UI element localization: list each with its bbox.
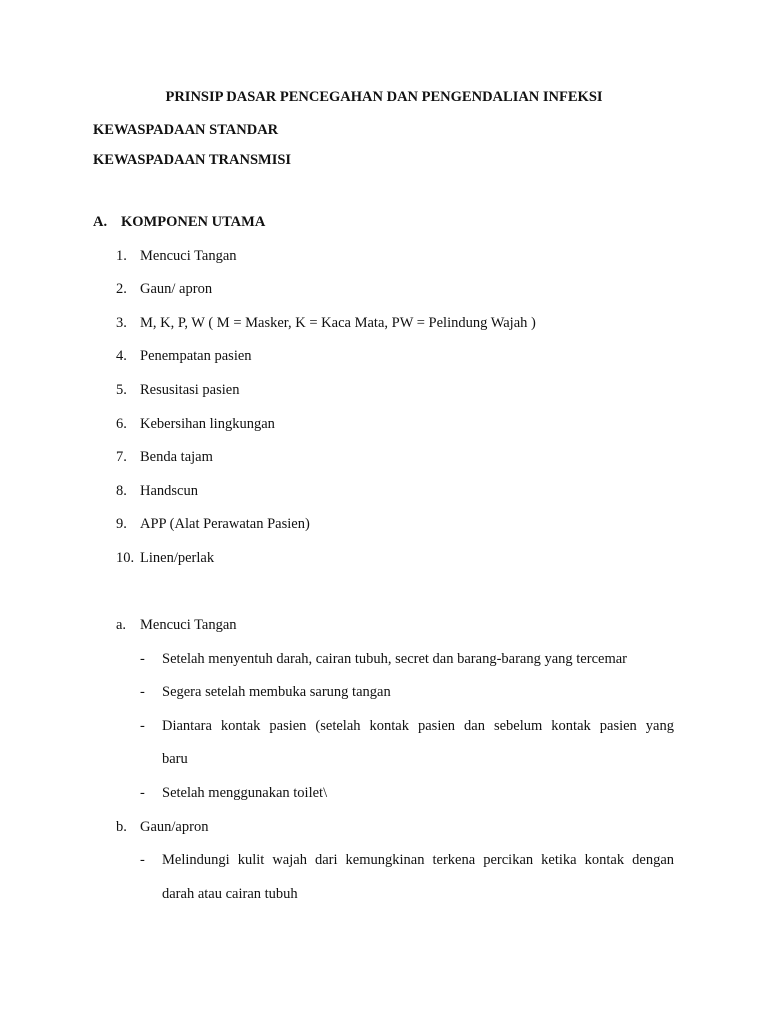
list-item-number: 6.	[116, 416, 127, 432]
list-item-text: Resusitasi pasien	[140, 382, 240, 398]
list-item-text: Penempatan pasien	[140, 348, 252, 364]
heading-transmission-precautions: KEWASPADAAN TRANSMISI	[93, 152, 292, 168]
subsection-b-title: Gaun/apron	[140, 819, 209, 835]
list-item-number: 3.	[116, 315, 127, 331]
bullet-text: Segera setelah membuka sarung tangan	[162, 684, 391, 700]
page-title: PRINSIP DASAR PENCEGAHAN DAN PENGENDALIAN INFEKSI	[165, 89, 603, 105]
bullet-dash: -	[140, 785, 145, 801]
section-a-marker: A.	[93, 214, 108, 230]
list-item-text: M, K, P, W ( M = Masker, K = Kaca Mata, PW = Pelindung Wajah )	[140, 315, 536, 331]
list-item-number: 2.	[116, 281, 127, 297]
list-item-number: 5.	[116, 382, 127, 398]
bullet-text-continuation: baru	[162, 751, 188, 767]
subsection-b-marker: b.	[116, 819, 127, 835]
list-item-number: 7.	[116, 449, 127, 465]
list-item-number: 1.	[116, 248, 127, 264]
list-item-number: 10.	[116, 550, 135, 566]
list-item-text: Handscun	[140, 483, 198, 499]
list-item-number: 4.	[116, 348, 127, 364]
list-item-number: 8.	[116, 483, 127, 499]
heading-standard-precautions: KEWASPADAAN STANDAR	[93, 122, 279, 138]
bullet-dash: -	[140, 651, 145, 667]
list-item-text: Benda tajam	[140, 449, 213, 465]
list-item-text: Mencuci Tangan	[140, 248, 237, 264]
bullet-text: Setelah menyentuh darah, cairan tubuh, secret dan barang-barang yang tercemar	[162, 651, 627, 667]
list-item-text: Kebersihan lingkungan	[140, 416, 275, 432]
list-item-text: Gaun/ apron	[140, 281, 213, 297]
list-item-text: Linen/perlak	[140, 550, 215, 566]
bullet-dash: -	[140, 852, 145, 868]
list-item-text: APP (Alat Perawatan Pasien)	[140, 516, 310, 532]
bullet-text-continuation: darah atau cairan tubuh	[162, 886, 298, 902]
subsection-a-title: Mencuci Tangan	[140, 617, 237, 633]
subsection-a-marker: a.	[116, 617, 127, 633]
bullet-text: Diantara kontak pasien (setelah kontak pasien dan sebelum kontak pasien yang	[162, 718, 674, 734]
bullet-text: Melindungi kulit wajah dari kemungkinan terkena percikan ketika kontak dengan	[162, 852, 674, 868]
list-item-number: 9.	[116, 516, 127, 532]
section-a-title: KOMPONEN UTAMA	[121, 214, 266, 230]
bullet-dash: -	[140, 718, 145, 734]
bullet-dash: -	[140, 684, 145, 700]
bullet-text: Setelah menggunakan toilet\	[162, 785, 328, 801]
